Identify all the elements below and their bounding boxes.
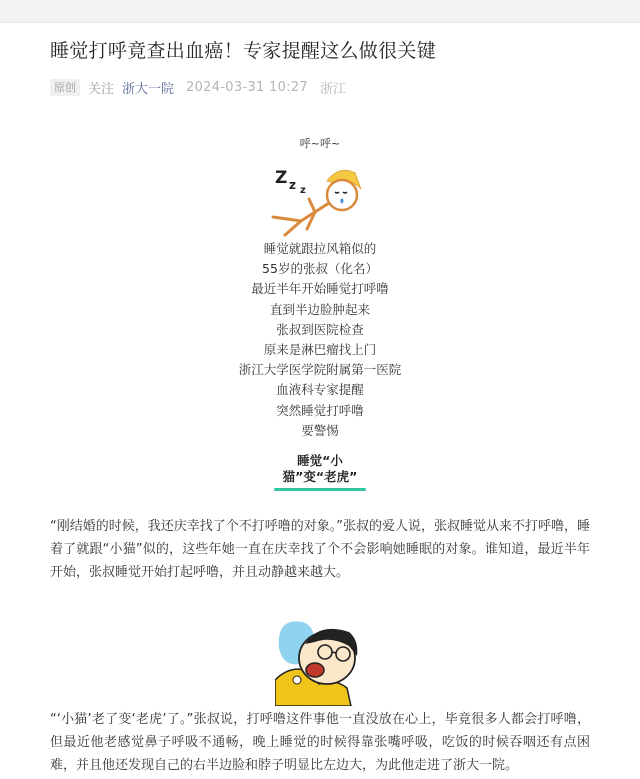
paragraph-2: “‘小猫’老了变‘老虎’了。”张叔说，打呼噜这件事他一直没放在心上，毕竟很多人都会打呼噜，但最近他老感觉鼻子呼吸不通畅，晚上睡觉的时候得靠张嘴呼吸，吃饭的时候吞咽还有点困难，并且他还发现自己的右半边脸和脖子明显比左边大，为此他走进了浙大一院。 (50, 712, 590, 774)
section-heading-text: 睡觉“小猫”变“老虎” (282, 453, 358, 485)
svg-text:Z: Z (275, 168, 288, 188)
svg-text:z: z (300, 185, 306, 196)
poem-line: 最近半年开始睡觉打呼噜 (251, 281, 389, 297)
poem-line: 张叔到医院检查 (276, 321, 364, 337)
snore-caption: 呼~呼~ (299, 137, 341, 150)
section-heading-underline (274, 488, 366, 491)
poem-line: 要警惕 (301, 422, 339, 438)
poem-line: 原来是淋巴瘤找上门 (263, 342, 377, 358)
intro-poem (50, 239, 590, 441)
poem-line: 突然睡觉打呼噜 (276, 402, 364, 418)
snoring-man-illustration (275, 618, 365, 706)
article-meta (50, 78, 590, 97)
section-heading (274, 453, 366, 491)
publish-location: 浙江 (319, 82, 346, 97)
article-title: 睡觉打呼竟查出血癌！专家提醒这么做很关键 (50, 40, 437, 62)
follow-link[interactable]: 关注 (88, 82, 115, 97)
poem-line: 55岁的张叔（化名） (262, 261, 378, 277)
source-account-link[interactable]: 浙大一院 (122, 82, 175, 97)
publish-date: 2024-03-31 10:27 (186, 80, 308, 95)
paragraph-1: “刚结婚的时候，我还庆幸找了个不打呼噜的对象。”张叔的爱人说，张叔睡觉从来不打呼噜，睡着了就跟“小猫”似的，这些年她一直在庆幸找了个不会影响她睡眠的对象。谁知道，最近半年开始，张叔睡觉开始打起呼噜，并且动静越来越大。 (50, 519, 590, 581)
poem-line: 直到半边脸肿起来 (269, 301, 370, 317)
svg-text:z: z (289, 178, 296, 192)
sleeping-man-illustration (265, 159, 375, 239)
browser-top-bar (0, 0, 640, 23)
poem-line: 浙江大学医学院附属第一医院 (238, 362, 402, 378)
article (0, 37, 640, 777)
poem-line: 血液科专家提醒 (276, 382, 364, 398)
original-badge: 原创 (50, 79, 80, 96)
poem-line: 睡觉就跟拉风箱似的 (263, 241, 377, 256)
